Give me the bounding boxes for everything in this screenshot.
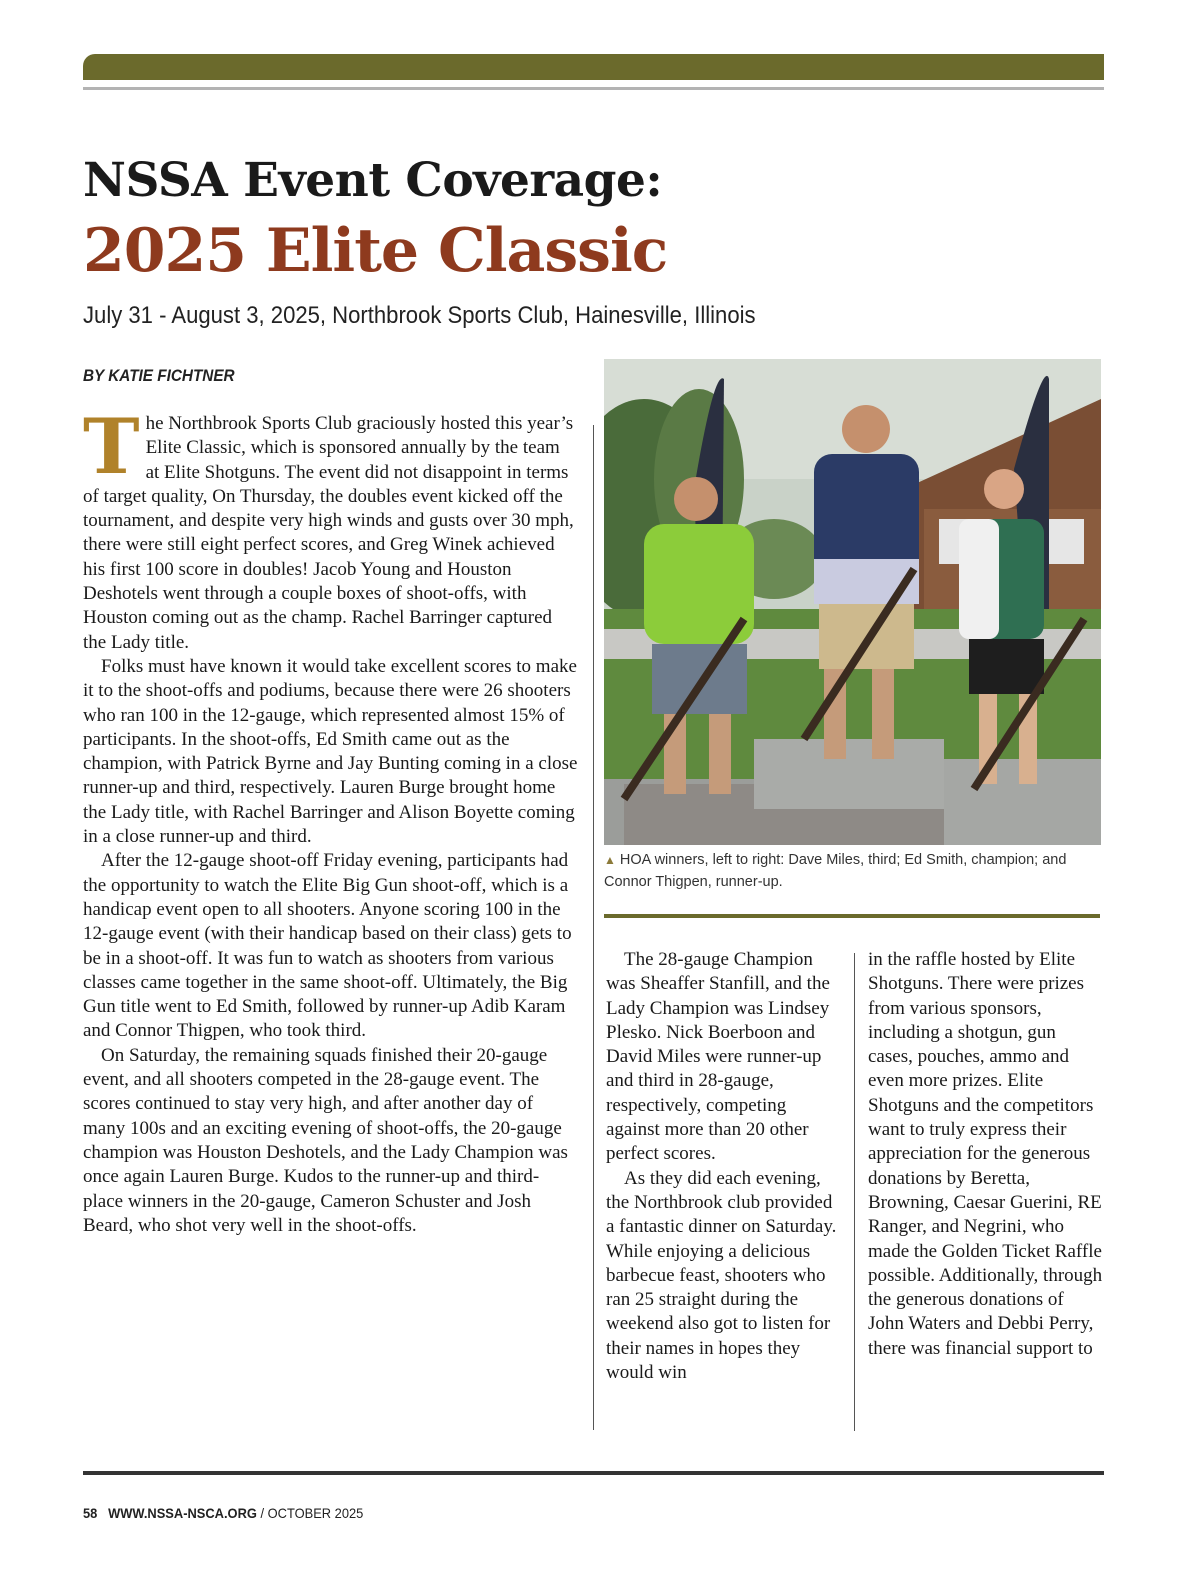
article-column-2 — [606, 948, 842, 1385]
paragraph: Folks must have known it would take excellent scores to make it to the shoot-offs and podiums, because there were 26 shooters who ran 100 in the 12-gauge, which represented almost 15% of participants. In the shoot-offs, Ed Smith came out as the champion, with Patrick Byrne and Jay Bunting coming in a close runner-up and third, respectively. Lauren Burge brought home the Lady title, with Rachel Barringer and Alison Boyette coming in a close runner-up and third. — [83, 655, 578, 848]
paragraph: in the raffle hosted by Elite Shotguns. There were prizes from various sponsors, including a shotgun, gun cases, pouches, ammo and even more prizes. Elite Shotguns and the competitors want to truly express their appreciation for the generous donations by Beretta, Browning, Caesar Guerini, RE Ranger, and Negrini, who made the Golden Ticket Raffle possible. Additionally, through the generous donations of John Waters and Debbi Perry, there was financial support to — [868, 949, 1103, 1359]
footer-issue: OCTOBER 2025 — [267, 1505, 364, 1521]
header-accent-bar — [83, 54, 1104, 80]
column-divider — [593, 425, 594, 1430]
page-title-line2: 2025 Elite Classic — [83, 216, 668, 286]
caption-rule — [604, 914, 1100, 918]
page-title-line1: NSSA Event Coverage: — [83, 153, 663, 208]
column-divider — [854, 953, 855, 1431]
paragraph: The Northbrook Sports Club graciously hosted this year’s Elite Classic, which is sponsored annually by the team at Elite Shotguns. The event did not disappoint in terms of target quality, On Thursday, the doubles event kicked off the tournament, and despite very high winds and gusts over 30 mph, there were still eight perfect scores, and Greg Winek achieved his first 100 score in doubles! Jacob Young and Houston Deshotels went through a couple boxes of shoot-offs, with Houston coming out as the champ. Rachel Barringer captured the Lady title. — [83, 402, 574, 653]
byline: BY KATIE FICHTNER — [83, 366, 235, 385]
page-footer — [83, 1505, 363, 1521]
photo-caption: ▲ HOA winners, left to right: Dave Miles, third; Ed Smith, champion; and Connor Thigpen, runner-up. — [604, 852, 1067, 890]
paragraph: As they did each evening, the Northbrook club provided a fantastic dinner on Saturday. While enjoying a delicious barbecue feast, shooters who ran 25 straight during the weekend also got to listen for their names in hopes they would win — [606, 1167, 837, 1384]
footer-rule — [83, 1471, 1104, 1475]
footer-website: WWW.NSSA-NSCA.ORG — [108, 1505, 257, 1521]
header-rule — [83, 87, 1104, 90]
hoa-winners-photo — [604, 359, 1101, 845]
paragraph: The 28-gauge Champion was Sheaffer Stanfill, and the Lady Champion was Lindsey Plesko. Nick Boerboon and David Miles were runner-up and third in 28-gauge, respectively, competing against more than 20 other perfect scores. — [606, 949, 830, 1165]
triangle-icon: ▲ — [604, 853, 616, 867]
paragraph: On Saturday, the remaining squads finished their 20-gauge event, and all shooters competed in the 28-gauge event. The scores continued to stay very high, and after another day of many 100s and an exciting evening of shoot-offs, the 20-gauge champion was Houston Deshotels, and the Lady Champion was once again Lauren Burge. Kudos to the runner-up and third-place winners in the 20-gauge, Cameron Schuster and Josh Beard, who shot very well in the shoot-offs. — [83, 1044, 568, 1236]
paragraph: After the 12-gauge shoot-off Friday evening, participants had the opportunity to watch the Elite Big Gun shoot-off, which is a handicap event open to all shooters. Anyone scoring 100 in the 12-gauge event (with their handicap based on their class) gets to be in a shoot-off. It was fun to watch as shooters from various classes came together in the same shoot-off. Ultimately, the Big Gun title went to Ed Smith, followed by runner-up Adib Karam and Connor Thigpen, who took third. — [83, 850, 572, 1042]
drop-cap: T — [83, 402, 140, 491]
article-column-1 — [83, 402, 578, 1238]
event-subtitle: July 31 - August 3, 2025, Northbrook Sports Club, Hainesville, Illinois — [83, 302, 756, 329]
page-number: 58 — [83, 1505, 98, 1521]
footer-separator: / — [260, 1505, 265, 1521]
article-column-3 — [868, 948, 1104, 1361]
